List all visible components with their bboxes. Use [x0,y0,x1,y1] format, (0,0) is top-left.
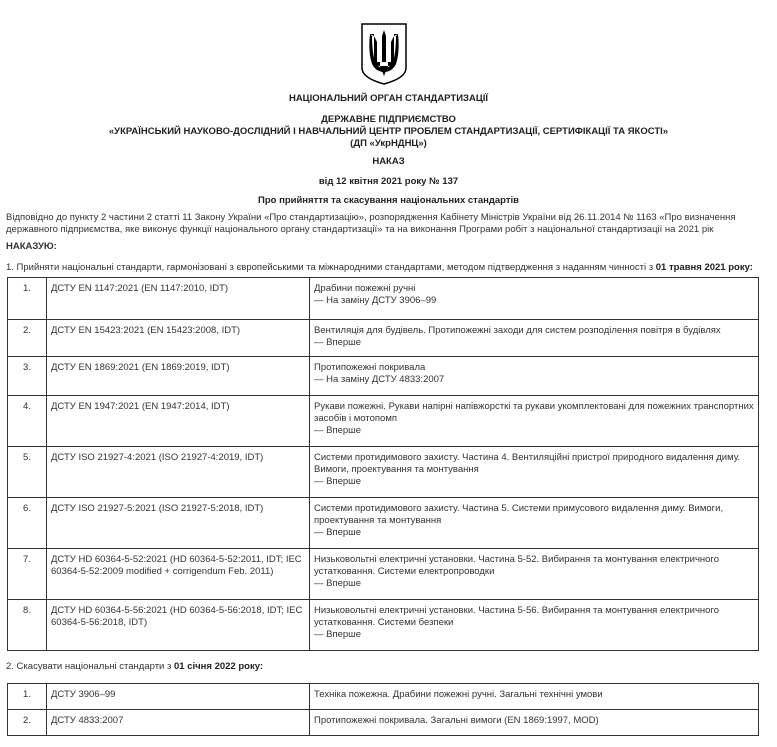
standard-code: ДСТУ 3906–99 [47,684,310,710]
standard-code: ДСТУ EN 1947:2021 (EN 1947:2014, IDT) [47,396,310,447]
standard-title: Вентиляція для будівель. Протипожежні заходи для систем розподілення повітря в будівлях [314,325,721,336]
standard-title: Рукави пожежні. Рукави напірні напівжорсткі та рукави укомплектовані для пожежних транспортних засобів і мотопомп [314,401,754,424]
standard-note: — Вперше [314,337,362,348]
standard-title-cell [310,278,759,320]
section-2-text: 2. Скасувати національні стандарти з [6,661,174,672]
row-number: 1. [8,278,47,320]
standard-title: Системи протидимового захисту. Частина 4. Вентиляційні пристрої природного видалення диму. Вимоги, проектування та монтування [314,452,741,475]
document-type: НАКАЗ [372,156,405,167]
table-row [8,549,759,600]
table-row [8,396,759,447]
standard-title: Низьковольтні електричні установки. Частина 5-56. Вибирання та монтування електричного устатковання. Системи безпеки [314,605,719,628]
standard-title: Техніка пожежна. Драбини пожежні ручні. Загальні технічні умови [310,684,759,710]
section-1-date: 01 травня 2021 року: [655,262,753,273]
row-number: 7. [8,549,47,600]
standard-note: — Вперше [314,527,362,538]
table-row [8,684,759,710]
table-row [8,447,759,498]
section-1-text: 1. Прийняти національні стандарти, гармонізовані з європейськими та міжнародними стандартами, методом підтвердження з наданням чинності з [6,262,656,273]
standard-title: Низьковольтні електричні установки. Частина 5-52. Вибирання та монтування електричного устатковання. Системи електропроводки [314,554,719,577]
row-number: 2. [8,320,47,357]
row-number: 1. [8,684,47,710]
standard-note: — На заміну ДСТУ 4833:2007 [314,374,445,385]
table-row [8,600,759,651]
order-word: НАКАЗУЮ: [6,241,57,252]
standard-title-cell [310,396,759,447]
table-row [8,278,759,320]
enterprise-abbrev: (ДП «УкрНДНЦ») [350,138,427,149]
table-row [8,710,759,736]
row-number: 2. [8,710,47,736]
standard-code: ДСТУ EN 15423:2021 (EN 15423:2008, IDT) [47,320,310,357]
standard-code: ДСТУ ISO 21927-5:2021 (ISO 21927-5:2018, IDT) [47,498,310,549]
standard-note: — Вперше [314,476,362,487]
standard-note: — Вперше [314,629,362,640]
ukraine-coat-of-arms-icon [360,22,408,86]
row-number: 3. [8,357,47,396]
standard-title: Протипожежні покривала [314,362,426,373]
standard-code: ДСТУ EN 1869:2021 (EN 1869:2019, IDT) [47,357,310,396]
document-subject: Про прийняття та скасування національних стандартів [258,195,519,206]
section-2-heading [6,661,766,673]
standard-code: ДСТУ ISO 21927-4:2021 (ISO 21927-4:2019, IDT) [47,447,310,498]
standard-title: Системи протидимового захисту. Частина 5. Системи примусового видалення диму. Вимоги, проектування та монтування [314,503,724,526]
standard-title-cell [310,320,759,357]
table-row [8,320,759,357]
table-row [8,357,759,396]
intro-paragraph: Відповідно до пункту 2 частини 2 статті 11 Закону України «Про стандартизацію», розпорядження Кабінету Міністрів України від 26.11.2014 № 1163 «Про визначення державного підприємства, яке виконує функції національного органу стандартизації» та на виконання Програми робіт з національної стандартизації на 2021 рік [6,212,736,235]
row-number: 4. [8,396,47,447]
standard-title-cell [310,357,759,396]
cancelled-standards-table [7,683,759,736]
table-row [8,498,759,549]
standard-title-cell [310,498,759,549]
standard-title: Протипожежні покривала. Загальні вимоги (EN 1869:1997, MOD) [310,710,759,736]
row-number: 6. [8,498,47,549]
standard-code: ДСТУ 4833:2007 [47,710,310,736]
standard-title-cell [310,549,759,600]
enterprise-type: ДЕРЖАВНЕ ПІДПРИЄМСТВО [321,114,456,125]
standard-note: — Вперше [314,425,362,436]
standard-title: Драбини пожежні ручні [314,283,416,294]
adopted-standards-table [7,277,759,651]
row-number: 8. [8,600,47,651]
standard-note: — Вперше [314,578,362,589]
enterprise-name: «УКРАЇНСЬКИЙ НАУКОВО-ДОСЛІДНИЙ І НАВЧАЛЬНИЙ ЦЕНТР ПРОБЛЕМ СТАНДАРТИЗАЦІЇ, СЕРТИФІКАЦІЇ ТА ЯКОСТІ» [108,126,669,137]
organ-heading: НАЦІОНАЛЬНИЙ ОРГАН СТАНДАРТИЗАЦІЇ [288,93,489,104]
row-number: 5. [8,447,47,498]
standard-code: ДСТУ EN 1147:2021 (EN 1147:2010, IDT) [47,278,310,320]
standard-title-cell [310,600,759,651]
document-date-number: від 12 квітня 2021 року № 137 [318,176,459,187]
standard-title-cell [310,447,759,498]
section-2-date: 01 січня 2022 року: [174,661,264,672]
section-1-heading [6,262,766,274]
standard-note: — На заміну ДСТУ 3906–99 [314,295,437,306]
standard-code: ДСТУ HD 60364-5-52:2021 (HD 60364-5-52:2011, IDT; IEC 60364-5-52:2009 modified + corrigendum Feb. 2011) [47,549,310,600]
standard-code: ДСТУ HD 60364-5-56:2021 (HD 60364-5-56:2018, IDT; IEC 60364-5-56:2018, IDT) [47,600,310,651]
